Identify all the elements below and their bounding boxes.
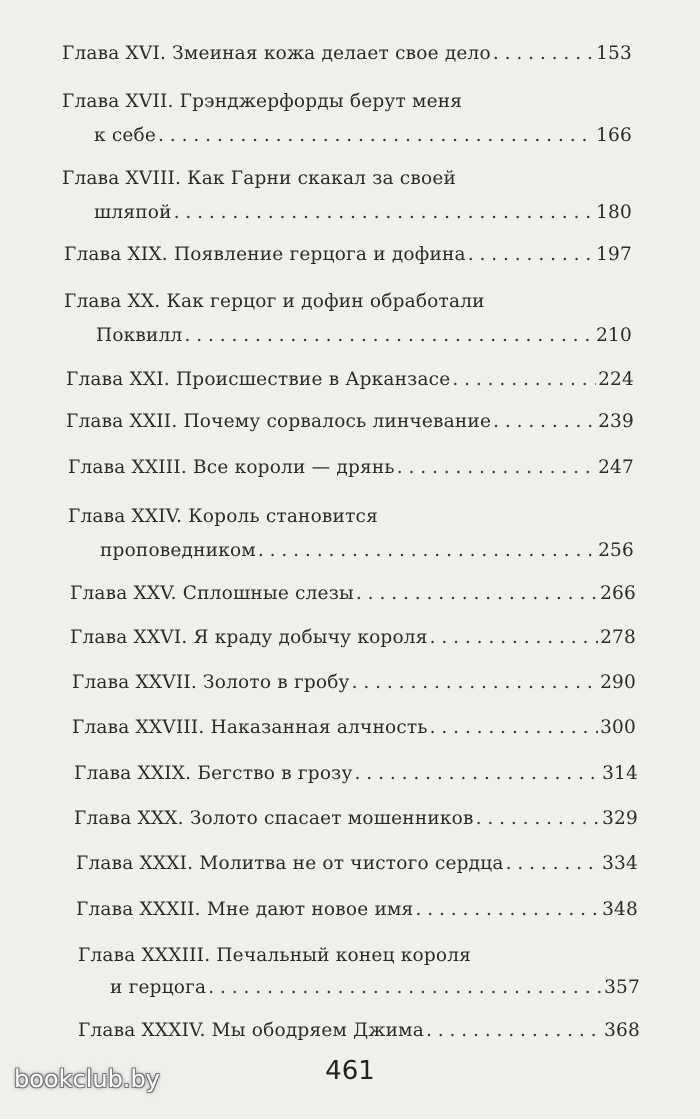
toc-entry-line [68,454,634,482]
toc-entry-page: 368 [604,1020,640,1041]
toc-entry-line [72,669,636,697]
toc-entry-title: Глава XXIV. Король становится [68,506,378,527]
toc-entry-title: шляпой [94,202,172,223]
toc-entry-title: Глава XVII. Грэнджерфорды берут меня [62,91,463,112]
toc-entry-line [70,580,636,608]
toc-entry-page: 348 [602,899,638,920]
toc-entry-line [94,199,632,227]
dot-leader [430,624,598,652]
toc-entry-title: Глава XXII. Почему сорвалось линчевание [66,411,492,432]
toc-entry-title: Глава XVI. Змеиная кожа делает свое дело [62,43,491,64]
toc-entry-title: Глава XXXIII. Печальный конец короля [78,945,472,966]
toc-entry-page: 239 [598,411,634,432]
toc-entry-line [66,408,634,436]
dot-leader [452,366,596,394]
dot-leader [415,896,600,924]
toc-entry-line [78,942,471,970]
watermark: bookclub.by [14,1065,160,1093]
toc-entry-title: Глава XXXIV. Мы ободряем Джима [78,1020,424,1041]
toc-entry-title: Глава XXXII. Мне дают новое имя [76,899,414,920]
toc-entry-line [64,288,485,316]
toc-entry-page: 278 [600,627,636,648]
toc-entry-line [62,88,462,116]
toc-entry-title: Глава XIX. Появление герцога и дофина [64,244,466,265]
toc-entry-page: 357 [604,977,640,998]
dot-leader [493,408,596,436]
dot-leader [506,850,601,878]
dot-leader [430,714,598,742]
toc-entry-line [72,714,636,742]
toc-entry-line [62,165,456,193]
toc-entry-page: 224 [598,369,634,390]
toc-entry-page: 247 [598,457,634,478]
dot-leader [355,760,601,788]
toc-entry-title: Глава XXX. Золото спасает мошенников [74,808,474,829]
toc-entry-page: 256 [598,540,634,561]
toc-entry-title: проповедником [100,540,256,561]
page-number: 461 [325,1056,375,1086]
toc-entry-title: Глава XXIX. Бегство в грозу [74,763,353,784]
dot-leader [208,974,602,1002]
toc-entry-line [76,850,638,878]
toc-entry-page: 197 [596,244,632,265]
toc-entry-line [62,40,632,68]
toc-entry-line [74,760,638,788]
toc-entry-line [78,1017,640,1045]
toc-entry-title: Глава XXV. Сплошные слезы [70,583,354,604]
toc-entry-title: Глава XXIII. Все короли — дрянь [68,457,395,478]
toc-entry-page: 153 [596,43,632,64]
dot-leader [158,122,594,150]
toc-entry-title: к себе [94,125,157,146]
toc-entry-title: Глава XXVIII. Наказанная алчность [72,717,428,738]
dot-leader [397,454,596,482]
toc-entry-title: и герцога [110,977,207,998]
toc-entry-page: 210 [596,325,632,346]
toc-entry-page: 329 [602,808,638,829]
toc-entry-line [66,366,634,394]
toc-entry-line [110,974,640,1002]
toc-entry-title: Поквилл [96,325,183,346]
dot-leader [426,1017,602,1045]
toc-entry-title: Глава XXI. Происшествие в Арканзасе [66,369,451,390]
toc-entry-title: Глава XXVII. Золото в гробу [72,672,350,693]
toc-entry-page: 266 [600,583,636,604]
dot-leader [476,805,600,833]
toc-entry-page: 314 [602,763,638,784]
toc-entry-page: 290 [600,672,636,693]
dot-leader [493,40,594,68]
toc-entry-line [70,624,636,652]
toc-entry-page: 166 [596,125,632,146]
toc-entry-page: 300 [600,717,636,738]
toc-entry-line [68,503,378,531]
dot-leader [184,322,594,350]
dot-leader [174,199,594,227]
toc-entry-line [94,122,632,150]
toc-entry-page: 334 [602,853,638,874]
toc-entry-title: Глава XXVI. Я краду добычу короля [70,627,428,648]
dot-leader [356,580,598,608]
toc-entry-line [74,805,638,833]
dot-leader [352,669,598,697]
dot-leader [468,241,594,269]
toc-entry-line [64,241,632,269]
toc-entry-line [96,322,632,350]
toc-entry-page: 180 [596,202,632,223]
toc-entry-line [100,537,634,565]
dot-leader [258,537,596,565]
toc-entry-title: Глава XX. Как герцог и дофин обработали [64,291,485,312]
toc-entry-line [76,896,638,924]
toc-entry-title: Глава XXXI. Молитва не от чистого сердца [76,853,504,874]
toc-entry-title: Глава XVIII. Как Гарни скакал за своей [62,168,456,189]
